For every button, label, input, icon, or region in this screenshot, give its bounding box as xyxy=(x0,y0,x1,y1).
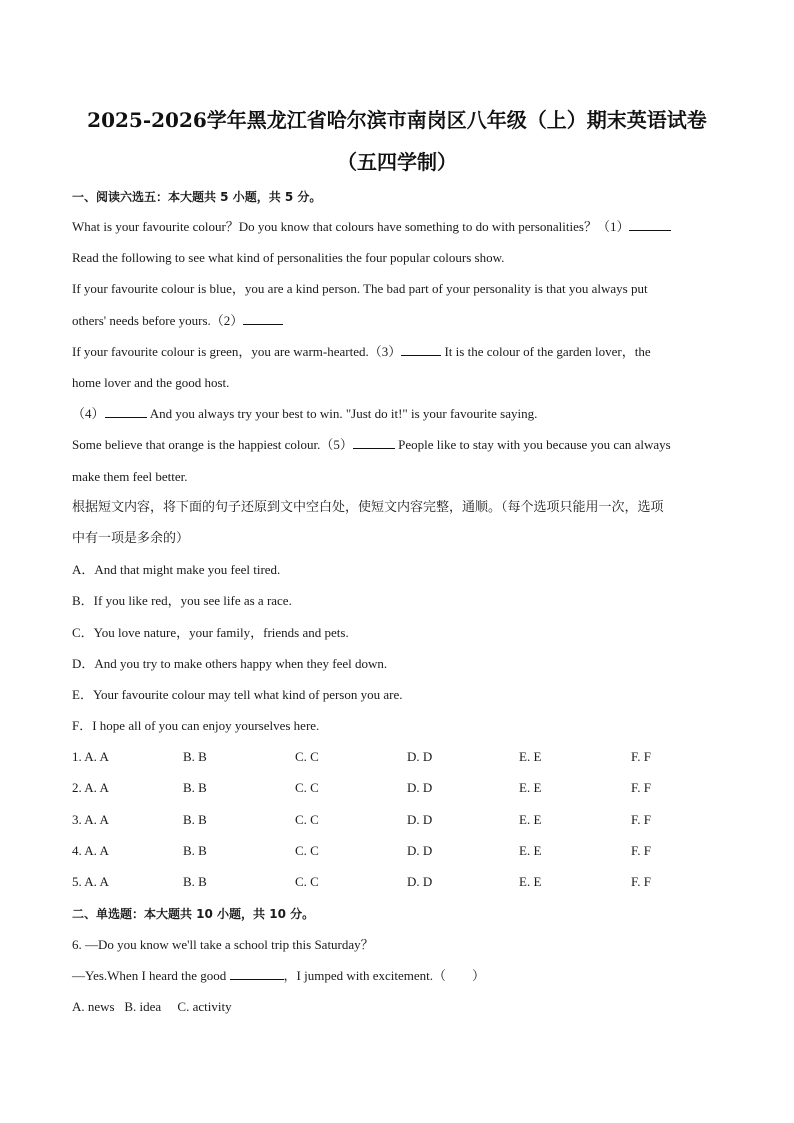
blank-q6 xyxy=(230,967,284,980)
blank-4 xyxy=(105,405,147,418)
passage-line: others' needs before yours.（2） xyxy=(72,312,722,330)
answer-option[interactable]: F. F xyxy=(631,780,651,795)
instruction-line: 中有一项是多余的） xyxy=(72,531,190,546)
blank-5 xyxy=(353,436,395,449)
section2-heading: 二、单选题：本大题共 10 小题，共 10 分。 xyxy=(72,907,315,921)
answer-option[interactable]: F. F xyxy=(631,812,651,827)
blank-3 xyxy=(401,343,441,356)
answer-option[interactable]: E. E xyxy=(519,780,542,795)
exam-title: 2025-2026学年黑龙江省哈尔滨市南岗区八年级（上）期末英语试卷 xyxy=(87,108,707,132)
answer-option[interactable]: 4. A. A xyxy=(72,843,109,858)
answer-option[interactable]: B. B xyxy=(183,843,207,858)
answer-option[interactable]: D. D xyxy=(407,843,433,858)
answer-option[interactable]: 5. A. A xyxy=(72,874,109,889)
answer-option[interactable]: 1. A. A xyxy=(72,749,109,764)
answer-option[interactable]: F. F xyxy=(631,874,651,889)
choice-e: E．Your favourite colour may tell what kind of person you are. xyxy=(72,687,403,702)
answer-option[interactable]: 2. A. A xyxy=(72,780,109,795)
choice-b: B．If you like red，you see life as a race. xyxy=(72,593,292,608)
answer-option[interactable]: B. B xyxy=(183,874,207,889)
question-6-options[interactable]: A. news B. idea C. activity xyxy=(72,999,232,1014)
answer-option[interactable]: B. B xyxy=(183,749,207,764)
passage-line: Some believe that orange is the happiest colour.（5） People like to stay with you because you can always xyxy=(72,437,671,452)
answer-option[interactable]: D. D xyxy=(407,749,433,764)
answer-option[interactable]: D. D xyxy=(407,780,433,795)
choice-a: A．And that might make you feel tired. xyxy=(72,562,281,577)
answer-option[interactable]: E. E xyxy=(519,812,542,827)
answer-option[interactable]: E. E xyxy=(519,874,542,889)
passage-line: If your favourite colour is green，you are warm-hearted.（3） It is the colour of the garden lover，the xyxy=(72,344,651,359)
answer-option[interactable]: E. E xyxy=(519,749,542,764)
choice-f: F．I hope all of you can enjoy yourselves here. xyxy=(72,718,320,733)
answer-option[interactable]: D. D xyxy=(407,874,433,889)
answer-option[interactable]: C. C xyxy=(295,749,319,764)
answer-option[interactable]: C. C xyxy=(295,843,319,858)
answer-option[interactable]: E. E xyxy=(519,843,542,858)
passage-line: What is your favourite colour？Do you know that colours have something to do with personalities？（1） xyxy=(72,218,722,236)
choice-c: C．You love nature，your family，friends and pets. xyxy=(72,625,349,640)
answer-option[interactable]: C. C xyxy=(295,780,319,795)
passage-line: （4） And you always try your best to win. "Just do it!" is your favourite saying. xyxy=(72,406,538,421)
passage-line: home lover and the good host. xyxy=(72,375,230,390)
answer-option[interactable]: B. B xyxy=(183,812,207,827)
question-6-stem: 6. —Do you know we'll take a school trip this Saturday？ xyxy=(72,937,374,952)
blank-1 xyxy=(629,218,671,231)
answer-option[interactable]: D. D xyxy=(407,812,433,827)
answer-option[interactable]: B. B xyxy=(183,780,207,795)
answer-option[interactable]: F. F xyxy=(631,843,651,858)
answer-option[interactable]: C. C xyxy=(295,874,319,889)
answer-option[interactable]: 3. A. A xyxy=(72,812,109,827)
exam-subtitle: （五四学制） xyxy=(337,150,457,174)
section1-heading: 一、阅读六选五：本大题共 5 小题，共 5 分。 xyxy=(72,190,322,204)
passage-line: Read the following to see what kind of personalities the four popular colours show. xyxy=(72,250,505,265)
passage-line: make them feel better. xyxy=(72,469,188,484)
instruction-line: 根据短文内容，将下面的句子还原到文中空白处，使短文内容完整，通顺。（每个选项只能用一次，选项 xyxy=(72,500,664,515)
question-6-response: —Yes.When I heard the good ，I jumped with excitement.（ ） xyxy=(72,968,486,983)
answer-option[interactable]: C. C xyxy=(295,812,319,827)
choice-d: D．And you try to make others happy when they feel down. xyxy=(72,656,388,671)
blank-2 xyxy=(243,312,283,325)
passage-line: If your favourite colour is blue，you are a kind person. The bad part of your personality is that you always put xyxy=(72,281,648,296)
answer-option[interactable]: F. F xyxy=(631,749,651,764)
